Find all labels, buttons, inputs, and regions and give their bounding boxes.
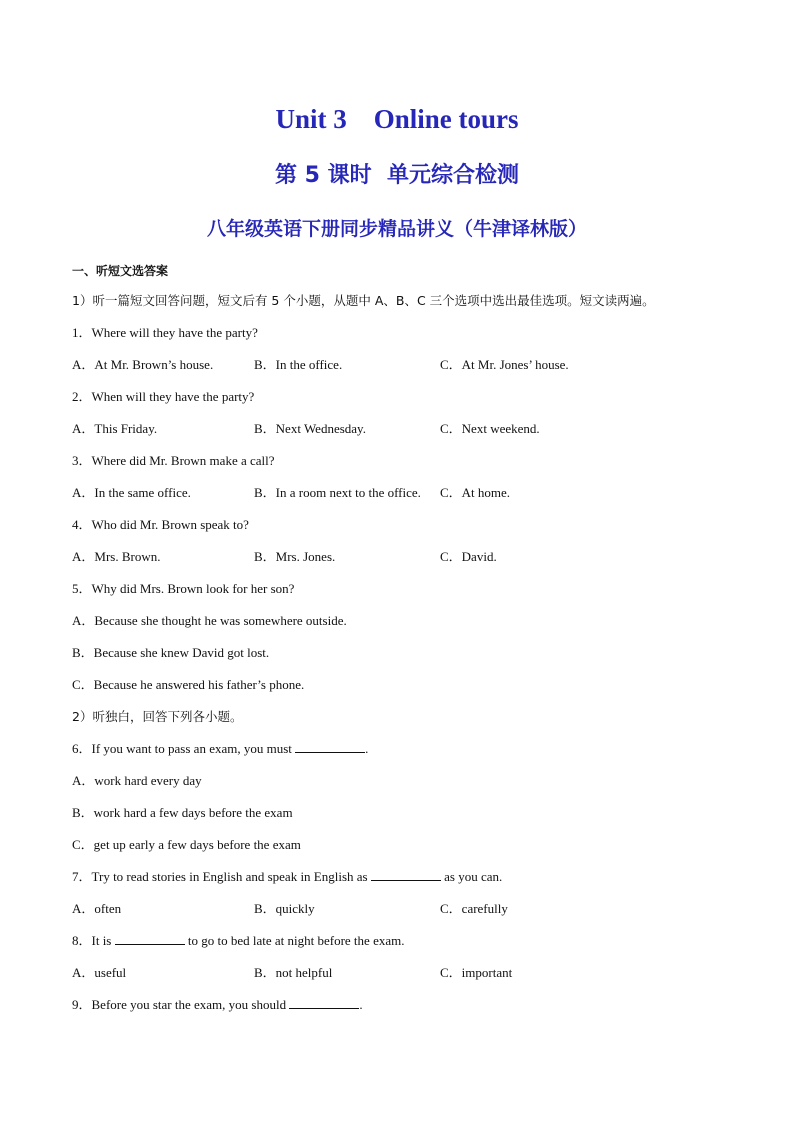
answer-blank-8	[115, 932, 185, 945]
option-7a: A．often	[72, 901, 122, 916]
option-3b: B．In a room next to the office.	[254, 485, 421, 500]
question-6-end: .	[365, 741, 369, 756]
question-9-text: 9．Before you star the exam, you should	[72, 997, 290, 1012]
option-6b: B．work hard a few days before the exam	[72, 805, 293, 820]
option-8a: A．useful	[72, 965, 127, 980]
option-1c: C．At Mr. Jones’ house.	[440, 357, 569, 372]
option-1a: A．At Mr. Brown’s house.	[72, 357, 214, 372]
question-6	[72, 736, 732, 768]
options-2	[72, 416, 732, 448]
option-7b: B．quickly	[254, 901, 315, 916]
option-4a: A．Mrs. Brown.	[72, 549, 161, 564]
option-5a: A．Because she thought he was somewhere outside.	[72, 613, 347, 628]
options-4	[72, 544, 732, 576]
option-6c: C．get up early a few days before the exam	[72, 837, 301, 852]
question-5: 5．Why did Mrs. Brown look for her son?	[72, 581, 295, 596]
options-1	[72, 352, 732, 384]
option-2b: B．Next Wednesday.	[254, 421, 366, 436]
book-subtitle: 八年级英语下册同步精品讲义（牛津译林版）	[206, 218, 587, 240]
question-8	[72, 928, 732, 960]
option-7c: C．carefully	[440, 901, 508, 916]
question-3: 3．Where did Mr. Brown make a call?	[72, 453, 275, 468]
option-2c: C．Next weekend.	[440, 421, 540, 436]
option-4c: C．David.	[440, 549, 497, 564]
question-2: 2．When will they have the party?	[72, 389, 255, 404]
question-6-text: 6．If you want to pass an exam, you must	[72, 741, 296, 756]
question-list	[72, 288, 732, 1024]
unit-title: Unit 3 Online tours	[275, 104, 519, 134]
option-1b: B．In the office.	[254, 357, 343, 372]
question-8-text: 8．It is	[72, 933, 115, 948]
question-9-end: .	[359, 997, 363, 1012]
option-8c: C．important	[440, 965, 513, 980]
options-3	[72, 480, 732, 512]
question-7-text: 7．Try to read stories in English and speak in English as	[72, 869, 371, 884]
section-heading: 一、听短文选答案	[72, 264, 169, 278]
option-3a: A．In the same office.	[72, 485, 191, 500]
option-4b: B．Mrs. Jones.	[254, 549, 336, 564]
question-7	[72, 864, 732, 896]
answer-blank-9	[289, 996, 359, 1009]
option-5b: B．Because she knew David got lost.	[72, 645, 270, 660]
question-7-end: as you can.	[440, 869, 503, 884]
options-7	[72, 896, 732, 928]
part2-instructions: 2）听独白，回答下列各小题。	[72, 709, 243, 724]
question-4: 4．Who did Mr. Brown speak to?	[72, 517, 249, 532]
answer-blank-6	[295, 740, 365, 753]
options-8	[72, 960, 732, 992]
option-3c: C．At home.	[440, 485, 511, 500]
option-6a: A．work hard every day	[72, 773, 202, 788]
option-2a: A．This Friday.	[72, 421, 158, 436]
lesson-title: 第 5 课时 单元综合检测	[275, 163, 519, 188]
part1-instructions: 1）听一篇短文回答问题，短文后有 5 个小题，从题中 A、B、C 三个选项中选出最佳选项。短文读两遍。	[72, 293, 655, 308]
option-8b: B．not helpful	[254, 965, 333, 980]
question-1: 1．Where will they have the party?	[72, 325, 258, 340]
question-8-end: to go to bed late at night before the exam.	[184, 933, 405, 948]
question-9	[72, 992, 732, 1024]
answer-blank-7	[371, 868, 441, 881]
option-5c: C．Because he answered his father’s phone.	[72, 677, 305, 692]
